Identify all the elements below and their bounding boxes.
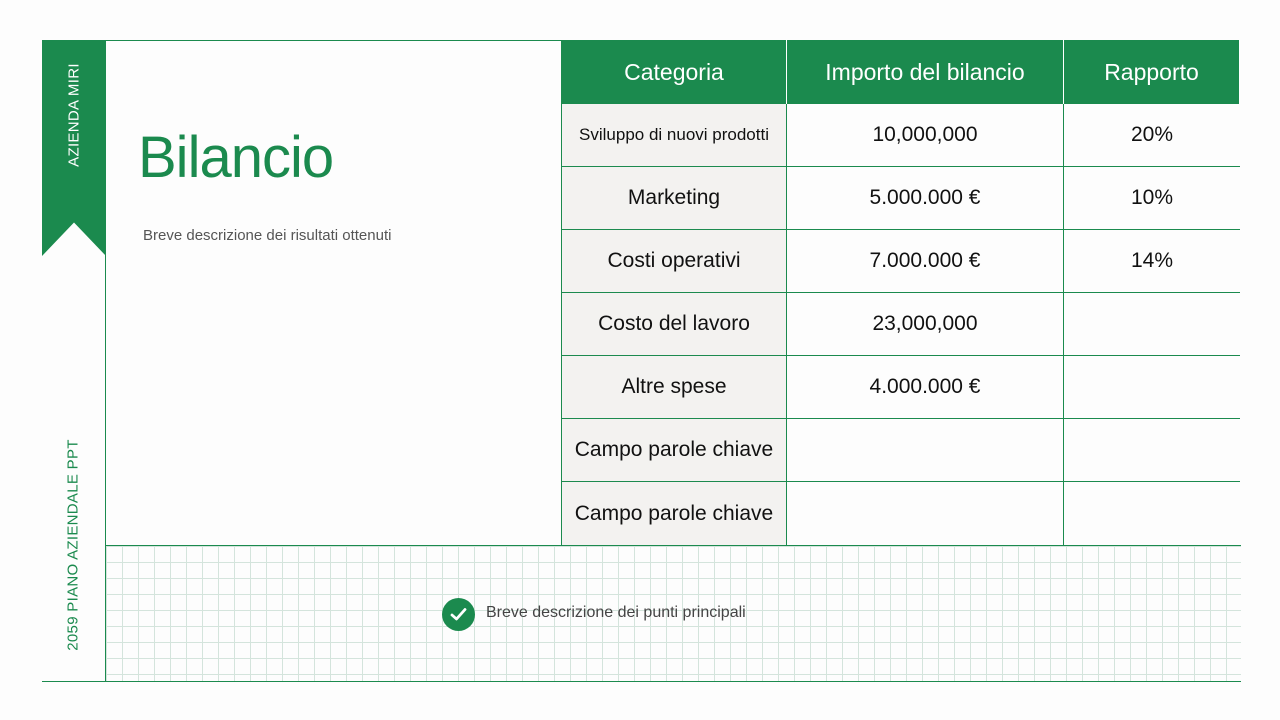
table-cell-ratio: [1064, 482, 1240, 546]
table-cell-amount: 7.000.000 €: [787, 230, 1064, 293]
check-circle-icon: [442, 598, 475, 631]
table-cell-amount: 4.000.000 €: [787, 356, 1064, 419]
table-cell-ratio: [1064, 293, 1240, 356]
budget-table: [561, 40, 1239, 546]
table-cell-amount: 10,000,000: [787, 104, 1064, 167]
table-cell-ratio: 20%: [1064, 104, 1240, 167]
table-header-amount: Importo del bilancio: [787, 40, 1064, 104]
table-cell-category: Costi operativi: [562, 230, 787, 293]
table-header-category: Categoria: [562, 40, 787, 104]
frame-line-top: [105, 40, 561, 41]
table-cell-amount: 5.000.000 €: [787, 167, 1064, 230]
table-cell-category: Campo parole chiave: [562, 482, 787, 546]
table-cell-category: Campo parole chiave: [562, 419, 787, 482]
table-cell-amount: [787, 419, 1064, 482]
table-cell-ratio: [1064, 419, 1240, 482]
table-cell-amount: 23,000,000: [787, 293, 1064, 356]
table-cell-ratio: [1064, 356, 1240, 419]
table-header-ratio: Rapporto: [1064, 40, 1240, 104]
table-cell-category: Marketing: [562, 167, 787, 230]
key-point-text: Breve descrizione dei punti principali: [486, 604, 746, 621]
table-cell-category: Costo del lavoro: [562, 293, 787, 356]
plan-label: 2059 PIANO AZIENDALE PPT: [64, 439, 82, 651]
table-cell-ratio: 10%: [1064, 167, 1240, 230]
page-subtitle: Breve descrizione dei risultati ottenuti: [143, 227, 392, 244]
table-cell-category: Sviluppo di nuovi prodotti: [562, 104, 787, 167]
frame-line-bottom: [42, 681, 1241, 682]
table-cell-category: Altre spese: [562, 356, 787, 419]
company-name: AZIENDA MIRI: [65, 63, 83, 167]
page-title: Bilancio: [138, 125, 334, 190]
table-cell-amount: [787, 482, 1064, 546]
table-cell-ratio: 14%: [1064, 230, 1240, 293]
